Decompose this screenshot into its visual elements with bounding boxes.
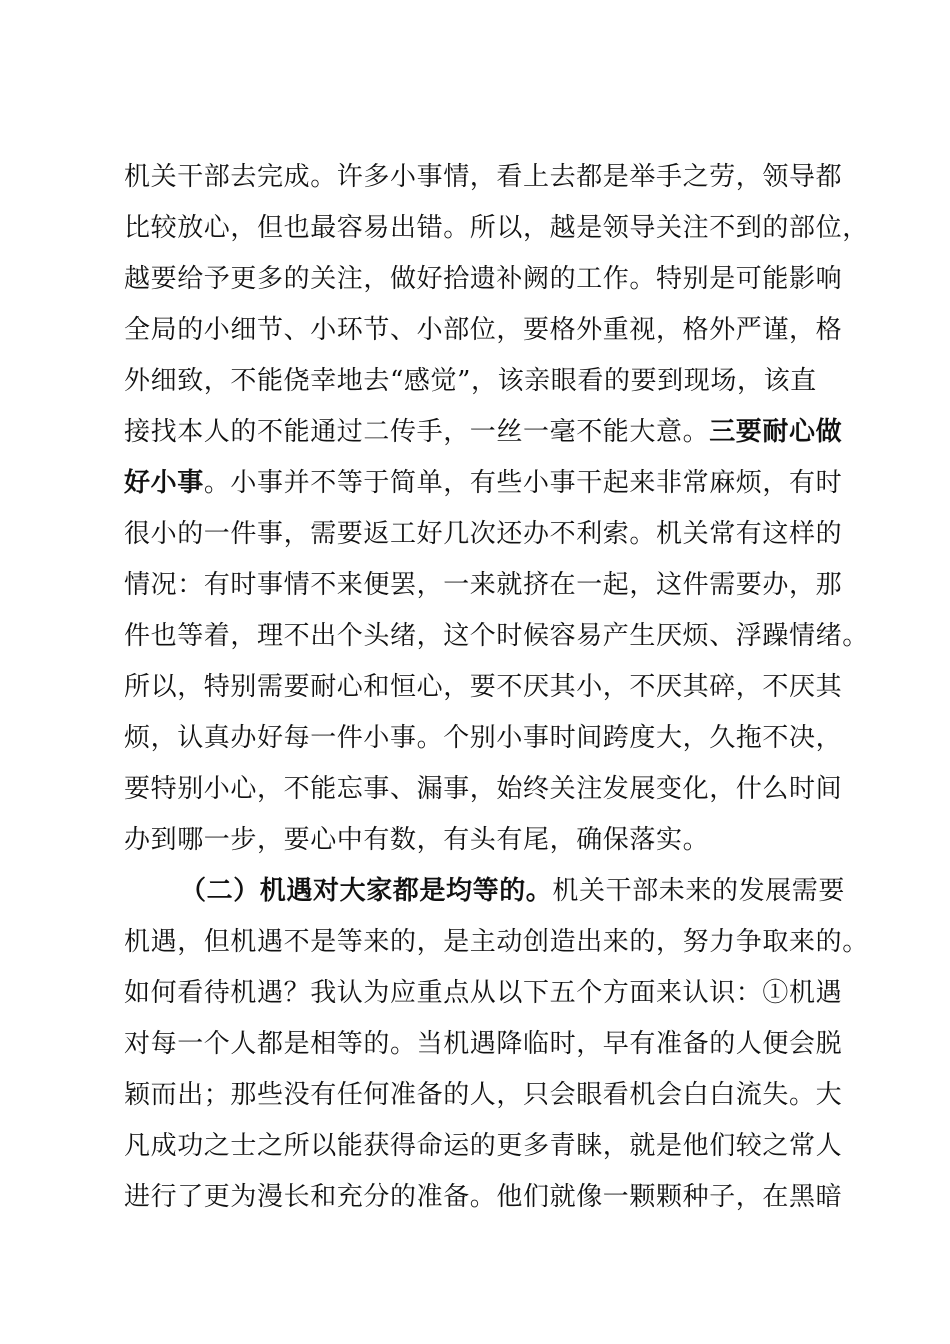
text-segment: 件也等着，理不出个头绪，这个时候容易产生厌烦、浮躁情绪。 [124,621,869,651]
text-line [124,305,844,356]
text-segment: 机关干部未来的发展需要 [552,876,846,906]
text-segment: 越要给予更多的关注，做好拾遗补阙的工作。特别是可能影响 [124,264,843,294]
text-segment: 。小事并不等于简单，有些小事干起来非常麻烦，有时 [203,468,843,498]
text-segment: 机遇，但机遇不是等来的，是主动创造出来的，努力争取来的。 [124,927,869,957]
text-line [124,509,844,560]
text-segment: 外细致，不能侥幸地去“感觉”，该亲眼看的要到现场，该直 [124,366,817,396]
text-segment: 凡成功之士之所以能获得命运的更多青睐，就是他们较之常人 [124,1131,843,1161]
text-line [124,203,869,254]
text-segment: 对每一个人都是相等的。当机遇降临时，早有准备的人便会脱 [124,1029,843,1059]
text-segment: 全局的小细节、小环节、小部位，要格外重视，格外严谨，格 [124,315,843,345]
text-line [124,1121,844,1172]
text-line [124,254,844,305]
text-line [124,662,844,713]
text-line [124,1070,844,1121]
text-segment: 很小的一件事，需要返工好几次还办不利索。机关常有这样的 [124,519,843,549]
bold-text-segment: （二）机遇对大家都是均等的。 [180,876,553,906]
text-line [124,713,844,764]
text-segment: 办到哪一步，要心中有数，有头有尾，确保落实。 [124,825,710,855]
text-line [124,815,844,866]
text-segment: 接找本人的不能通过二传手，一丝一毫不能大意。 [124,417,710,447]
text-line [124,917,869,968]
text-line [124,1172,844,1223]
text-line [124,407,844,458]
text-line [124,866,844,917]
text-line [124,458,844,509]
text-segment: 烦，认真办好每一件小事。个别小事时间跨度大，久拖不决， [124,723,843,753]
text-line [124,356,844,407]
text-line [124,611,869,662]
text-segment: 要特别小心，不能忘事、漏事，始终关注发展变化，什么时间 [124,774,843,804]
text-segment: 如何看待机遇？我认为应重点从以下五个方面来认识：①机遇 [124,978,843,1008]
text-line [124,152,844,203]
bold-text-segment: 三要耐心做 [709,417,843,447]
text-line [124,764,844,815]
text-segment: 机关干部去完成。许多小事情，看上去都是举手之劳，领导都 [124,162,843,192]
text-segment: 进行了更为漫长和充分的准备。他们就像一颗颗种子，在黑暗 [124,1182,843,1212]
text-line [124,1019,844,1070]
text-line [124,560,844,611]
text-segment: 情况：有时事情不来便罢，一来就挤在一起，这件需要办，那 [124,570,843,600]
text-segment: 所以，特别需要耐心和恒心，要不厌其小，不厌其碎，不厌其 [124,672,843,702]
document-body-text [124,152,869,1223]
text-line [124,968,844,1019]
bold-text-segment: 好小事 [124,468,204,498]
text-segment: 比较放心，但也最容易出错。所以，越是领导关注不到的部位， [124,213,869,243]
text-segment: 颖而出；那些没有任何准备的人，只会眼看机会白白流失。大 [124,1080,843,1110]
